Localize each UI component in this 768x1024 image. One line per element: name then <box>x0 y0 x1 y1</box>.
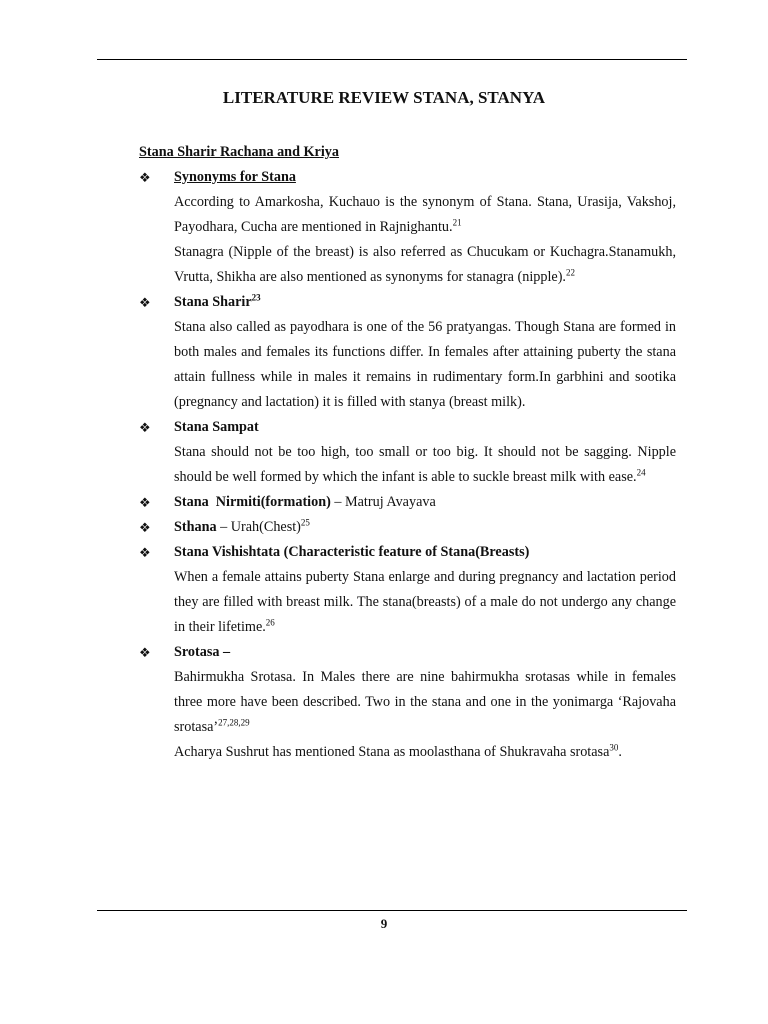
document-body <box>139 140 676 765</box>
paragraph: When a female attains puberty Stana enlarge and during pregnancy and lactation period they are filled with breast milk. The stana(breasts) of a male do not undergo any change in their lifetime.$^{26}$ <box>174 569 676 635</box>
paragraph: Bahirmukha Srotasa. In Males there are nine bahirmukha srotasas while in females three more have been described. Two in the stana and one in the yonimarga ‘Rajovaha srotasa’$^{27,28,29}$ <box>174 669 676 735</box>
diamond-bullet-icon: ❖ <box>139 170 151 185</box>
page-number: 9 <box>380 916 388 931</box>
item-heading: Stana Nirmiti(formation) <box>174 494 331 510</box>
item-heading: Sthana <box>174 519 217 535</box>
section-heading: Stana Sharir Rachana and Kriya <box>139 144 339 160</box>
list-item-stana-vishishtata <box>139 540 676 565</box>
item-heading: Synonyms for Stana <box>174 169 296 185</box>
diamond-bullet-icon: ❖ <box>139 295 151 310</box>
item-heading: Stana Sampat <box>174 419 259 435</box>
diamond-bullet-icon: ❖ <box>139 420 151 435</box>
footer-rule <box>97 910 687 911</box>
diamond-bullet-icon: ❖ <box>139 645 151 660</box>
paragraph: Stana also called as payodhara is one of the 56 pratyangas. Though Stana are formed in both males and females its functions differ. In females after attaining puberty the stana attain fullness while in males it remains in rudimentary form.In garbhini and sootika (pregnancy and lactation) it is filled with stanya (breast milk). <box>174 319 676 410</box>
page-title: LITERATURE REVIEW STANA, STANYA <box>222 88 546 107</box>
list-item-srotasa <box>139 640 676 665</box>
paragraph: Acharya Sushrut has mentioned Stana as moolasthana of Shukravaha srotasa$^{30}$. <box>174 742 622 760</box>
paragraph: Stanagra (Nipple of the breast) is also referred as Chucukam or Kuchagra.Stanamukh, Vrutta, Shikha are also mentioned as synonyms for stanagra (nipple).$^{22}$ <box>174 244 676 285</box>
diamond-bullet-icon: ❖ <box>139 495 151 510</box>
item-heading: Stana Sharir <box>174 294 252 310</box>
list-item-synonyms <box>139 165 676 190</box>
list-item-sthana: ❖ Sthana – Urah(Chest)$^{25}$ <box>139 515 676 540</box>
list-item-stana-sampat <box>139 415 676 440</box>
list-item-stana-sharir: ❖ Stana Sharir$^{23}$ <box>139 290 676 315</box>
diamond-bullet-icon: ❖ <box>139 545 151 560</box>
paragraph: According to Amarkosha, Kuchauo is the synonym of Stana. Stana, Urasija, Vakshoj, Payodhara, Cucha are mentioned in Rajnighantu.$^{21}$ <box>174 194 676 235</box>
list-item-stana-nirmiti: ❖ Stana Nirmiti(formation) – Matruj Avayava <box>139 490 676 515</box>
paragraph: Stana should not be too high, too small or too big. It should not be sagging. Nipple should be well formed by which the infant is able to suckle breast milk with ease.$^{24}$ <box>174 444 676 485</box>
item-heading: Stana Vishishtata (Characteristic feature of Stana(Breasts) <box>174 544 530 560</box>
diamond-bullet-icon: ❖ <box>139 520 151 535</box>
header-rule <box>97 59 687 60</box>
item-heading: Srotasa – <box>174 644 231 660</box>
